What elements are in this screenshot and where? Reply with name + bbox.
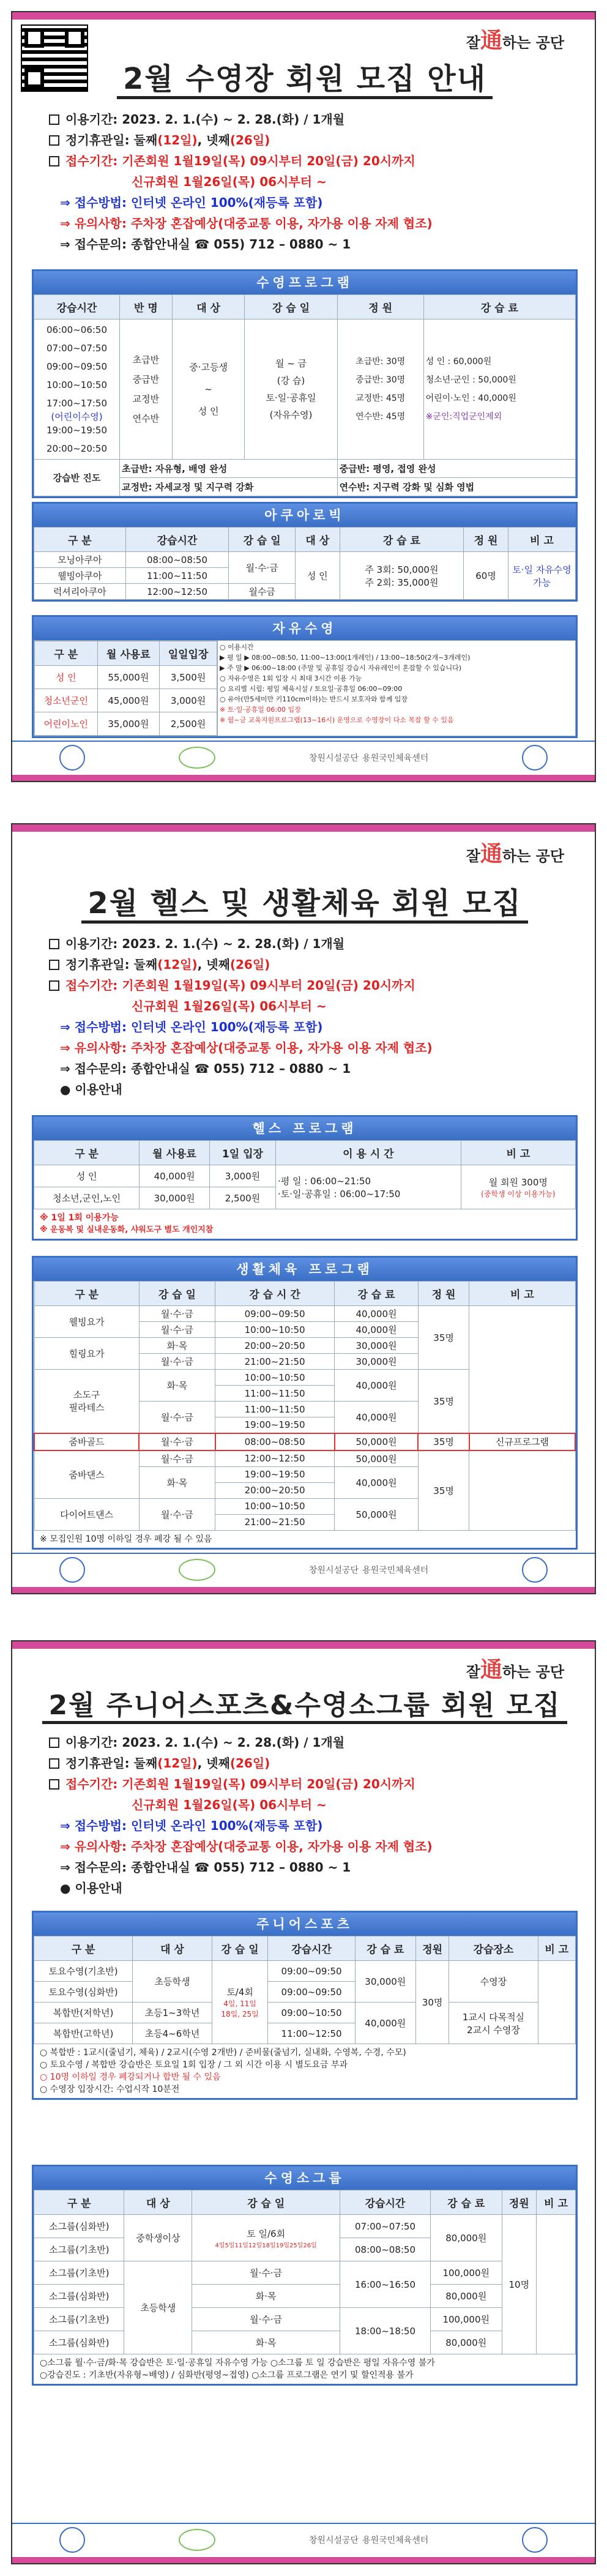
top-bar bbox=[12, 824, 595, 832]
emblem-icon bbox=[59, 2527, 85, 2553]
emblem-icon bbox=[59, 745, 85, 771]
top-bar bbox=[12, 12, 595, 20]
mascot-icon bbox=[522, 2527, 548, 2553]
aqua-panel: 아쿠아로빅 구 분 강습시간 강 습 일 대 상 강 습 료 정 원 비 고 모닝아쿠아 08:00~08:50 월·수·금 성 인 주 3회: 50,000원 주 2회: 35,000원 60명 토·일 자유수영 가능 웰빙아쿠아 11:00~11:50 럭셔리아쿠아 12:00~12:50 월수금 bbox=[32, 502, 578, 602]
junior-sports-panel: 주니어스포츠 구 분 대 상 강 습 일 강습시간 강 습 료 정원 강습장소 비 고 토요수영(기초반) 초등학생 토/4회 4일, 11일 18일, 25일 09:00~09:50 30,000원 30명 수영장 토요수영(심화반) 09:00~09:50 복합반(저학년) 초등1~3학년 09:00~10:50 40,000원 1교시 다목적실 2교시 수영장 복합반(고학년) 초등4~6학년 11:00~12:50 ○ 복합반 : 1교시(줄넘기, 체육) / 2교시(수영 2개반) / 준비물(줄넘기, 실내화, 수영복, 수경, 수모) ○ 토요수영 / 복합반 강습반은 토요일 1회 입장 / 그 외 시간 이용 시 별도요금 부과 ○ 10명 이하일 경우 폐강되거나 합반 될 수 있음 ○ 수영장 입장시간: 수업시작 10분전 bbox=[32, 1911, 578, 2100]
table-row-new: 줌바골드 월·수·금 08:00~08:50 50,000원 35명 신규프로그램 bbox=[34, 1433, 575, 1450]
info-block: 이용기간: 2023. 2. 1.(수) ~ 2. 28.(화) / 1개월 정기휴관일: 둘째(12일), 넷째(26일) 접수기간: 기존회원 1월19일(목) 09시부터 20일(금) 20시까지 신규회원 1월26일(목) 06시부터 ~ ⇒ 접수방법: 인터넷 온라인 100%(재등록 포함) ⇒ 유의사항: 주차장 혼잡예상(대중교통 이용, 자가용 이용 자제 협조) ⇒ 접수문의: 종합안내실 ☎ 055) 712 – 0880 ~ 1 bbox=[49, 109, 433, 255]
footer-logos: 창원시설공단 용원국민체육센터 bbox=[12, 1553, 595, 1586]
logo-icon bbox=[179, 2529, 215, 2551]
slogan: 잘通하는 공단 bbox=[466, 1657, 564, 1682]
junior-poster bbox=[11, 1640, 596, 2564]
footer-logos: 창원시설공단 용원국민체육센터 bbox=[12, 741, 595, 774]
logo-icon bbox=[179, 1559, 215, 1581]
health-panel: 헬스 프로그램 구 분 월 사용료 1일 입장 이 용 시 간 비 고 성 인 40,000원 3,000원 ·평 일 : 06:00~21:50 ·토·일·공휴일 : 06:00~17:50 월 회원 300명 (중학생 이상 이용가능) 청소년,군인,노인 30,000원 2,500원 ※ 1일 1회 이용가능 ※ 운동복 및 실내운동화, 샤워도구 별도 개인지참 bbox=[32, 1115, 578, 1241]
mascot-icon bbox=[522, 745, 548, 771]
free-swim-panel: 자유수영 구 분 월 사용료 일일입장 성 인 55,000원 3,500원 청소년군인 45,000원 3,000원 어린이노인 35,000원 2,500원 ○ 이용시간 ▶ 평 일 ▶ 08:00~08:50, 11:00~13:00(1개레인) / 13:00~18:50(2개~3개레인) ▶ 주 말 ▶ 06:00~18:00 (주말 및 공휴일 강습시 자유레인이 혼잡할 수 있습니다) ○ 자유수영은 1회 입장 시 최대 3시간 이용 가능 ○ 요리별 시립: 평일 체육시설 / 토요일·공휴일 06:00~09:00 ○ 유아(만5세미만 키110cm이하)는 반드시 보호자와 함께 입장 ※ 토·일·공휴일 06:00 입장 ※ 월~금 교육지원프로그램(13~16시) 운영으로 수영장이 다소 복잡 할 수 있음 bbox=[32, 615, 578, 738]
page-title: 2월 주니어스포츠&수영소그룹 회원 모집 bbox=[12, 1683, 597, 1722]
swim-poster bbox=[11, 11, 596, 782]
logo-icon bbox=[179, 747, 215, 769]
life-sports-panel: 생활체육 프로그램 구 분 강 습 일 강 습 시 간 강 습 료 정 원 비 고 웰빙요가 월·수·금 09:00~09:50 40,000원 35명 월·수·금 10:00~10:50 40,000원 힐링요가 화·목 20:00~20:50 30,000원 월·수·금 21:00~21:50 30,000원 소도구 필라테스 화·목 10:00~10:50 40,000원 35명 11:00~11:50 월·수·금 11:00~11:50 40,000원 19:00~19:50 줌바골드 월·수·금 08:00~08:50 50,000원 35명 신규프로그램 줌바댄스 월·수·금 12:00~12:50 50,000원 35명 화·목 19:00~19:50 40,000원 20:00~20:50 다이어트댄스 월·수·금 10:00~10:50 50,000원 21:00~21:50 ※ 모집인원 10명 이하일 경우 폐강 될 수 있음 bbox=[32, 1256, 578, 1550]
info-block: 이용기간: 2023. 2. 1.(수) ~ 2. 28.(화) / 1개월 정기휴관일: 둘째(12일), 넷째(26일) 접수기간: 기존회원 1월19일(목) 09시부터 20일(금) 20시까지 신규회원 1월26일(목) 06시부터 ~ ⇒ 접수방법: 인터넷 온라인 100%(재등록 포함) ⇒ 유의사항: 주차장 혼잡예상(대중교통 이용, 자가용 이용 자제 협조) ⇒ 접수문의: 종합안내실 ☎ 055) 712 – 0880 ~ 1 ● 이용안내 bbox=[49, 933, 433, 1100]
bottom-bar bbox=[12, 775, 595, 781]
emblem-icon bbox=[59, 1557, 85, 1583]
swim-small-group-panel: 수영소그룹 구 분 대 상 강 습 일 강습시간 강 습 료 정원 비 고 소그룹(심화반) 중학생이상 토 일/6회 4일5일11일12일18일19일25일26일 07:00~07:50 80,000원 10명 소그룹(기초반) 08:00~08:50 소그룹(기초반) 초등학생 월·수·금 16:00~16:50 100,000원 소그룹(심화반) 화·목 80,000원 소그룹(기초반) 월·수·금 18:00~18:50 100,000원 소그룹(심화반) 화·목 80,000원 ○소그룹 월·수·금/화·목 강습반은 토·일·공휴일 자유수영 가능 ○소그룹 토 일 강습반은 평일 자유수영 불가 ○강습진도 : 기초반(자유형~배영) / 심화반(평영~접영) ○소그룹 프로그램은 연기 및 할인적용 불가 bbox=[32, 2165, 578, 2386]
health-poster bbox=[11, 823, 596, 1594]
swim-program-panel: 수영프로그램 강습시간 반 명 대 상 강 습 일 정 원 강 습 료 06:00~06:50 07:00~07:50 09:00~09:50 10:00~10:50 17:00~17:50 (어린이수영) 19:00~19:50 20:00~20:50 초급반 중급반 교정반 연수반 중·고등생 ~ 성 인 월 ~ 금 (강 습) 토·일·공휴일 (자유수영) 초급반: 30명 중급반: 30명 교정반: 45명 연수반: 45명 성 인 : 60,000원 청소년·군인 : 50,000원 어린이·노인 : 40,000원 ※군인:직업군인제외 강습반 진도 초급반: 자유형, 배영 완성 중급반: 평영, 접영 완성 교정반: 자세교정 및 지구력 강화 연수반: 지구력 강화 및 심화 영법 bbox=[32, 269, 578, 498]
page-title: 2월 수영장 회원 모집 안내 bbox=[12, 55, 597, 97]
mascot-icon bbox=[522, 1557, 548, 1583]
top-bar bbox=[12, 1641, 595, 1649]
info-block: 이용기간: 2023. 2. 1.(수) ~ 2. 28.(화) / 1개월 정기휴관일: 둘째(12일), 넷째(26일) 접수기간: 기존회원 1월19일(목) 09시부터 20일(금) 20시까지 신규회원 1월26일(목) 06시부터 ~ ⇒ 접수방법: 인터넷 온라인 100%(재등록 포함) ⇒ 유의사항: 주차장 혼잡예상(대중교통 이용, 자가용 이용 자제 협조) ⇒ 접수문의: 종합안내실 ☎ 055) 712 – 0880 ~ 1 ● 이용안내 bbox=[49, 1732, 433, 1898]
footer-logos: 창원시설공단 용원국민체육센터 bbox=[12, 2523, 595, 2556]
slogan: 잘通하는 공단 bbox=[466, 28, 564, 53]
page-title: 2월 헬스 및 생활체육 회원 모집 bbox=[12, 879, 597, 922]
bottom-bar bbox=[12, 2557, 595, 2563]
slogan: 잘通하는 공단 bbox=[466, 842, 564, 867]
bottom-bar bbox=[12, 1587, 595, 1593]
